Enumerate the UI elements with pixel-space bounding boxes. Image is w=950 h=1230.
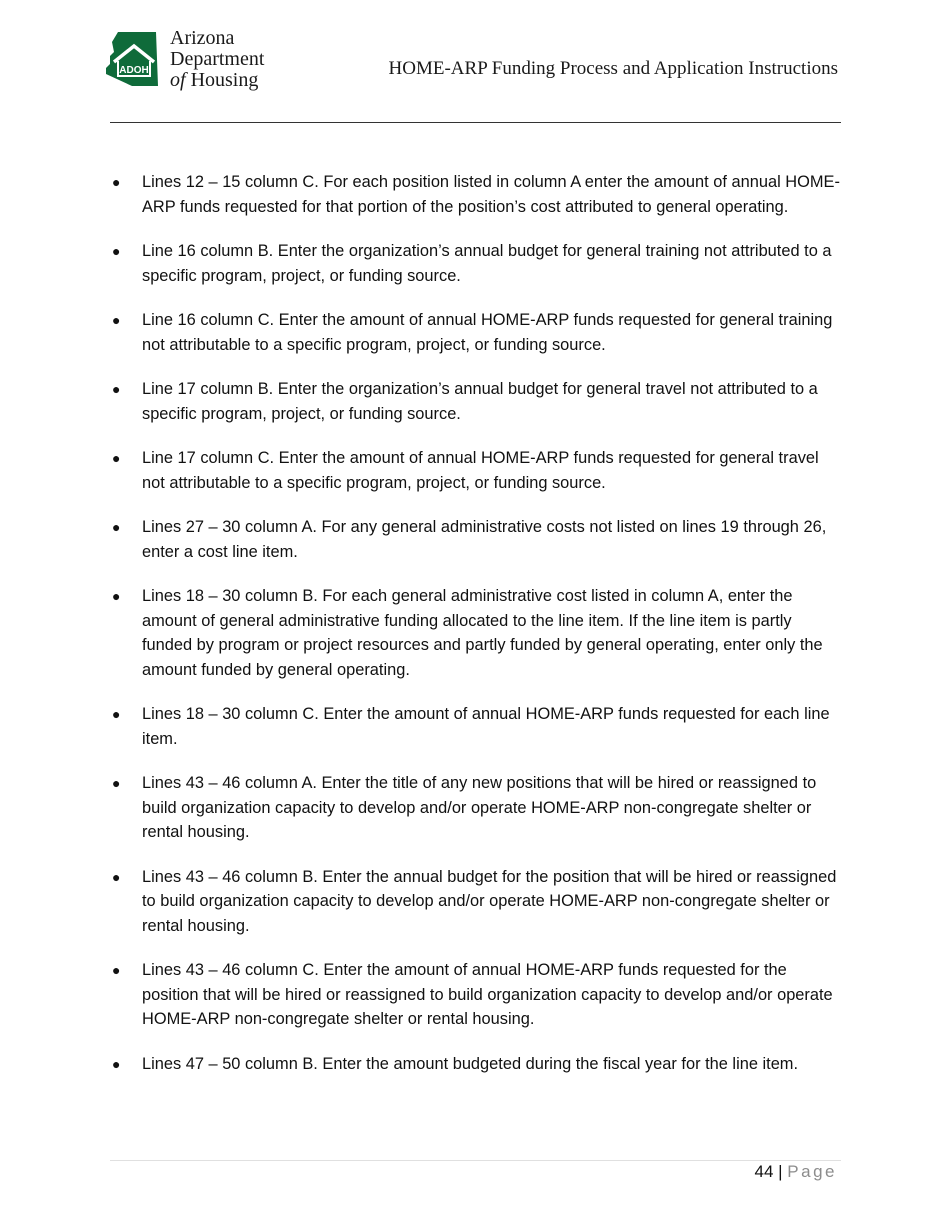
bullet-icon: ● (112, 381, 121, 397)
list-item: ● Line 16 column C. Enter the amount of annual HOME-ARP funds requested for general training not attributable to a specific program, project, or funding source. (110, 308, 840, 357)
list-item: ● Lines 47 – 50 column B. Enter the amount budgeted during the fiscal year for the line item. (110, 1052, 840, 1077)
list-item: ● Line 17 column B. Enter the organization’s annual budget for general travel not attributed to a specific program, project, or funding source. (110, 377, 840, 426)
page-footer (754, 1162, 837, 1182)
header-divider (110, 122, 841, 123)
page-label: Page (787, 1162, 837, 1181)
footer-divider (110, 1160, 841, 1161)
bullet-icon: ● (112, 243, 121, 259)
logo-line-2: Department (170, 48, 265, 70)
arizona-state-icon (104, 30, 162, 88)
logo-line-1: Arizona (170, 27, 235, 49)
bullet-icon: ● (112, 1055, 121, 1072)
bullet-icon: ● (112, 962, 121, 978)
bullet-icon: ● (112, 312, 121, 328)
list-item: ● Lines 18 – 30 column B. For each general administrative cost listed in column A, enter the amount of general administrative funding allocated to the line item. If the line item is partly funded by program or project resources and partly funded by general operating, enter only the amount funded by general operating. (110, 584, 840, 682)
footer-separator: | (778, 1162, 783, 1181)
bullet-icon: ● (112, 174, 121, 190)
bullet-icon: ● (112, 868, 121, 885)
logo-line-3: of Housing (170, 69, 259, 91)
adoh-logo (104, 28, 279, 92)
list-item: ● Lines 43 – 46 column A. Enter the title of any new positions that will be hired or reassigned to build organization capacity to develop and/or operate HOME-ARP non-congregate shelter or rental housing. (110, 771, 840, 845)
list-item: ● Line 17 column C. Enter the amount of annual HOME-ARP funds requested for general travel not attributable to a specific program, project, or funding source. (110, 446, 840, 495)
list-item: ● Line 16 column B. Enter the organization’s annual budget for general training not attributed to a specific program, project, or funding source. (110, 239, 840, 288)
logo-badge-text: ADOH (119, 65, 149, 76)
logo-wordmark (170, 28, 264, 91)
list-item: ● Lines 12 – 15 column C. For each position listed in column A enter the amount of annual HOME-ARP funds requested for that portion of the position’s cost attributed to general operating. (110, 170, 840, 219)
page-number: 44 (754, 1162, 774, 1181)
list-item: ● Lines 43 – 46 column C. Enter the amount of annual HOME-ARP funds requested for the position that will be hired or reassigned to build organization capacity to develop and/or operate HOME-ARP non-congregate shelter or rental housing. (110, 958, 840, 1032)
list-item: ● Lines 43 – 46 column B. Enter the annual budget for the position that will be hired or reassigned to build organization capacity to develop and/or operate HOME-ARP non-congregate shelter or rental housing. (110, 865, 840, 939)
list-item: ● Lines 27 – 30 column A. For any general administrative costs not listed on lines 19 through 26, enter a cost line item. (110, 515, 840, 564)
bullet-icon: ● (112, 519, 121, 535)
list-item: ● Lines 18 – 30 column C. Enter the amount of annual HOME-ARP funds requested for each line item. (110, 702, 840, 751)
bullet-icon: ● (112, 706, 121, 722)
bullet-icon: ● (112, 450, 121, 466)
bullet-icon: ● (112, 588, 121, 604)
instruction-list (110, 170, 840, 1096)
bullet-icon: ● (112, 775, 121, 791)
document-title: HOME-ARP Funding Process and Application Instructions (388, 58, 838, 79)
